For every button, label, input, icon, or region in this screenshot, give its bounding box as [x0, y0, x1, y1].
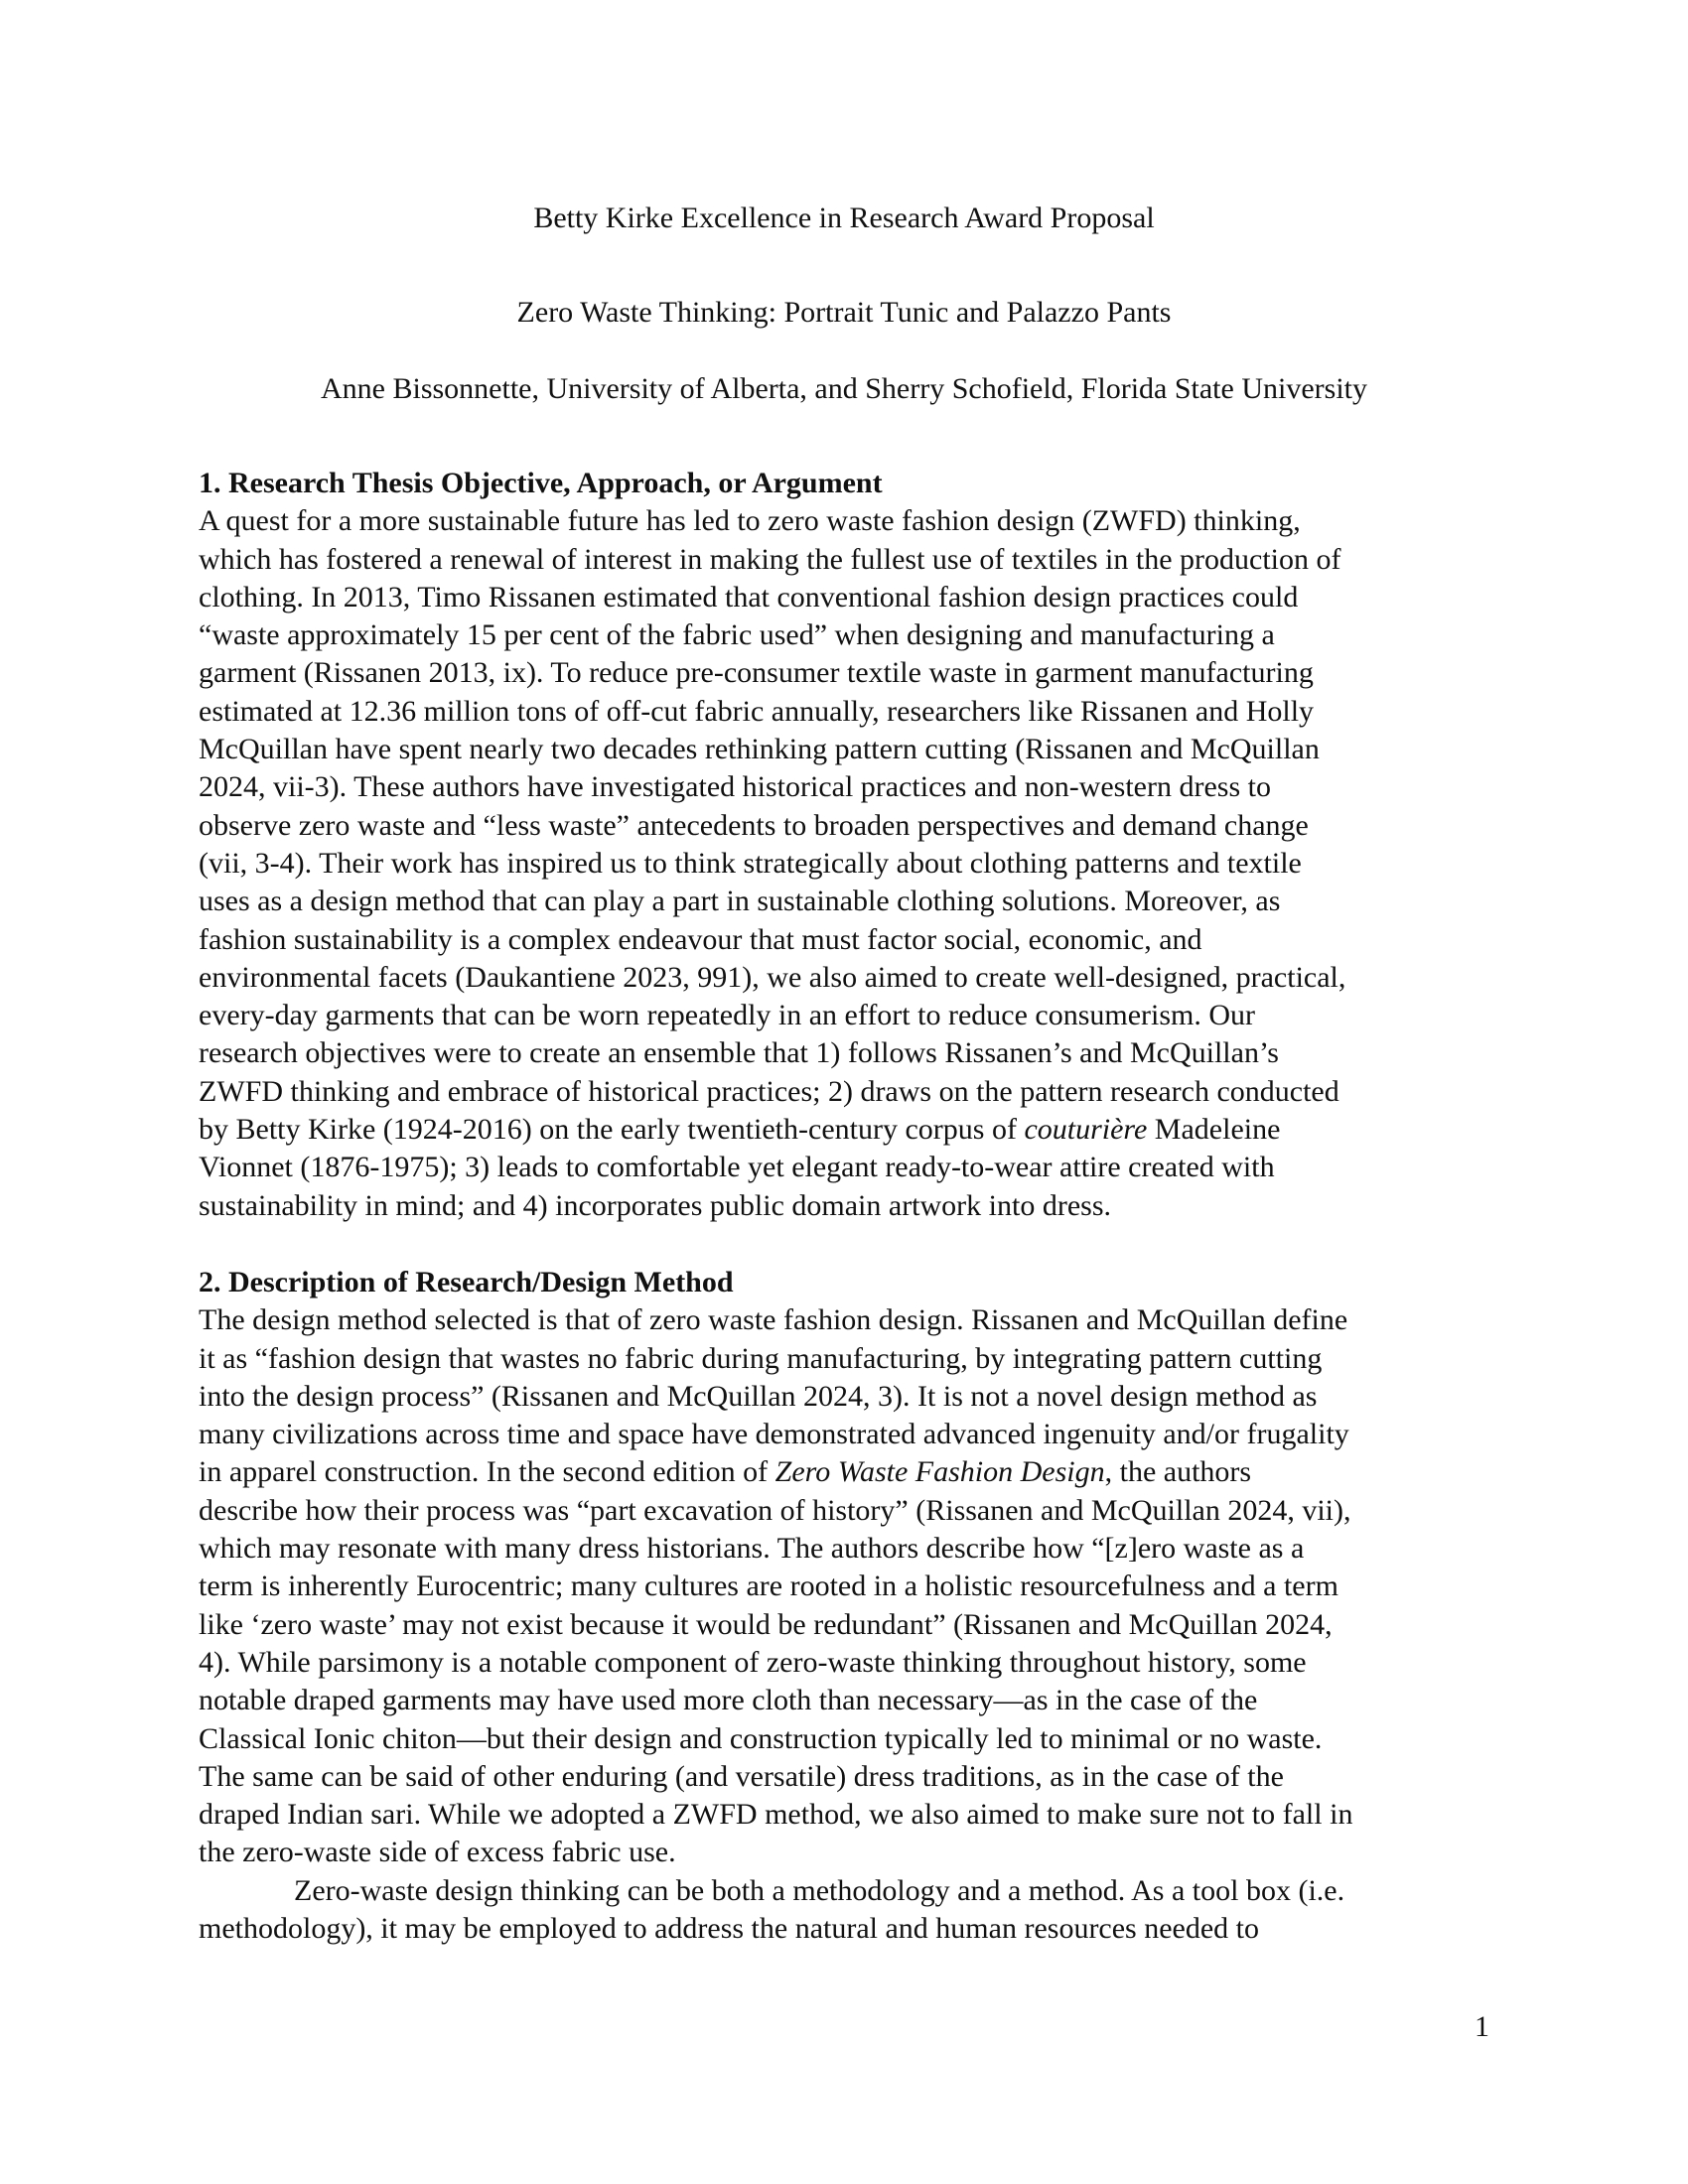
paragraph-line: every-day garments that can be worn repeatedly in an effort to reduce consumerism. Our	[199, 999, 1256, 1032]
text-run: by Betty Kirke (1924-2016) on the early twentieth-century corpus of	[199, 1113, 1025, 1147]
paragraph-line: ZWFD thinking and embrace of historical practices; 2) draws on the pattern research conducted	[199, 1074, 1339, 1108]
paragraph-line: observe zero waste and “less waste” antecedents to broaden perspectives and demand change	[199, 808, 1309, 842]
text-run: , the authors	[1104, 1455, 1252, 1489]
italic-term: couturière	[1024, 1113, 1148, 1147]
paragraph-line: which may resonate with many dress historians. The authors describe how “[z]ero waste as a	[199, 1532, 1305, 1566]
paragraph-line: Zero-waste design thinking can be both a methodology and a method. As a tool box (i.e.	[294, 1873, 1345, 1907]
section-2	[199, 1264, 1489, 1948]
paragraph-line: term is inherently Eurocentric; many cultures are rooted in a holistic resourcefulness and a term	[199, 1570, 1338, 1603]
paragraph-line: methodology), it may be employed to address the natural and human resources needed to	[199, 1912, 1260, 1946]
paragraph-line: like ‘zero waste’ may not exist because it would be redundant” (Rissanen and McQuillan 2024,	[199, 1607, 1333, 1641]
page-number: 1	[1475, 2010, 1489, 2043]
paragraph-line: McQuillan have spent nearly two decades rethinking pattern cutting (Rissanen and McQuillan	[199, 733, 1320, 766]
paragraph-line	[199, 1453, 1489, 1491]
paragraph-line: environmental facets (Daukantiene 2023, 991), we also aimed to create well-designed, practical,	[199, 960, 1346, 994]
paragraph-line: A quest for a more sustainable future has led to zero waste fashion design (ZWFD) thinking,	[199, 504, 1301, 538]
paragraph-line: 2024, vii-3). These authors have investigated historical practices and non-western dress to	[199, 770, 1271, 804]
paragraph-line: uses as a design method that can play a part in sustainable clothing solutions. Moreover, as	[199, 885, 1281, 918]
text-run: in apparel construction. In the second edition of	[199, 1455, 775, 1489]
paragraph-line: describe how their process was “part excavation of history” (Rissanen and McQuillan 2024, vii),	[199, 1493, 1351, 1527]
paragraph-line: The design method selected is that of zero waste fashion design. Rissanen and McQuillan define	[199, 1303, 1348, 1337]
paragraph-line: (vii, 3-4). Their work has inspired us to think strategically about clothing patterns and textile	[199, 846, 1302, 880]
paragraph-line: sustainability in mind; and 4) incorporates public domain artwork into dress.	[199, 1188, 1111, 1222]
paragraph-line: notable draped garments may have used more cloth than necessary—as in the case of the	[199, 1684, 1258, 1717]
paragraph-line: into the design process” (Rissanen and McQuillan 2024, 3). It is not a novel design method as	[199, 1379, 1318, 1413]
award-title: Betty Kirke Excellence in Research Award Proposal	[533, 202, 1155, 234]
paragraph-line: 4). While parsimony is a notable component of zero-waste thinking throughout history, some	[199, 1645, 1307, 1679]
paragraph-line: The same can be said of other enduring (and versatile) dress traditions, as in the case of the	[199, 1759, 1284, 1793]
paragraph-line: fashion sustainability is a complex endeavour that must factor social, economic, and	[199, 922, 1202, 956]
paragraph-line: garment (Rissanen 2013, ix). To reduce pre-consumer textile waste in garment manufacturing	[199, 656, 1314, 690]
text-run: Madeleine	[1147, 1113, 1281, 1147]
paragraph-line: clothing. In 2013, Timo Rissanen estimated that conventional fashion design practices could	[199, 580, 1299, 614]
section-2-paragraph-2	[199, 1872, 1489, 1949]
paragraph-line: draped Indian sari. While we adopted a ZWFD method, we also aimed to make sure not to fall in	[199, 1798, 1353, 1832]
authors-line: Anne Bissonnette, University of Alberta, and Sherry Schofield, Florida State University	[321, 372, 1367, 405]
project-title: Zero Waste Thinking: Portrait Tunic and Palazzo Pants	[516, 296, 1172, 329]
italic-book-title: Zero Waste Fashion Design	[774, 1455, 1105, 1489]
paragraph-line: Vionnet (1876-1975); 3) leads to comfortable yet elegant ready-to-wear attire created with	[199, 1151, 1275, 1184]
paragraph-line: it as “fashion design that wastes no fabric during manufacturing, by integrating pattern cutting	[199, 1341, 1323, 1375]
paragraph-line: which has fostered a renewal of interest in making the fullest use of textiles in the production of	[199, 542, 1341, 576]
section-1	[199, 465, 1489, 1225]
section-2-paragraph-1	[199, 1301, 1489, 1871]
paragraph-line: “waste approximately 15 per cent of the fabric used” when designing and manufacturing a	[199, 618, 1275, 652]
paragraph-line: many civilizations across time and space have demonstrated advanced ingenuity and/or frugality	[199, 1418, 1349, 1451]
section-2-heading: 2. Description of Research/Design Method	[199, 1266, 734, 1298]
paragraph-line	[199, 1111, 1489, 1149]
paragraph-line: the zero-waste side of excess fabric use.	[199, 1836, 676, 1869]
paragraph-line: estimated at 12.36 million tons of off-cut fabric annually, researchers like Rissanen and Holly	[199, 694, 1315, 728]
paragraph-line: Classical Ionic chiton—but their design and construction typically led to minimal or no waste.	[199, 1721, 1323, 1755]
paragraph-line: research objectives were to create an ensemble that 1) follows Rissanen’s and McQuillan’s	[199, 1036, 1279, 1070]
section-1-paragraph	[199, 502, 1489, 1225]
section-1-heading: 1. Research Thesis Objective, Approach, or Argument	[199, 467, 883, 499]
